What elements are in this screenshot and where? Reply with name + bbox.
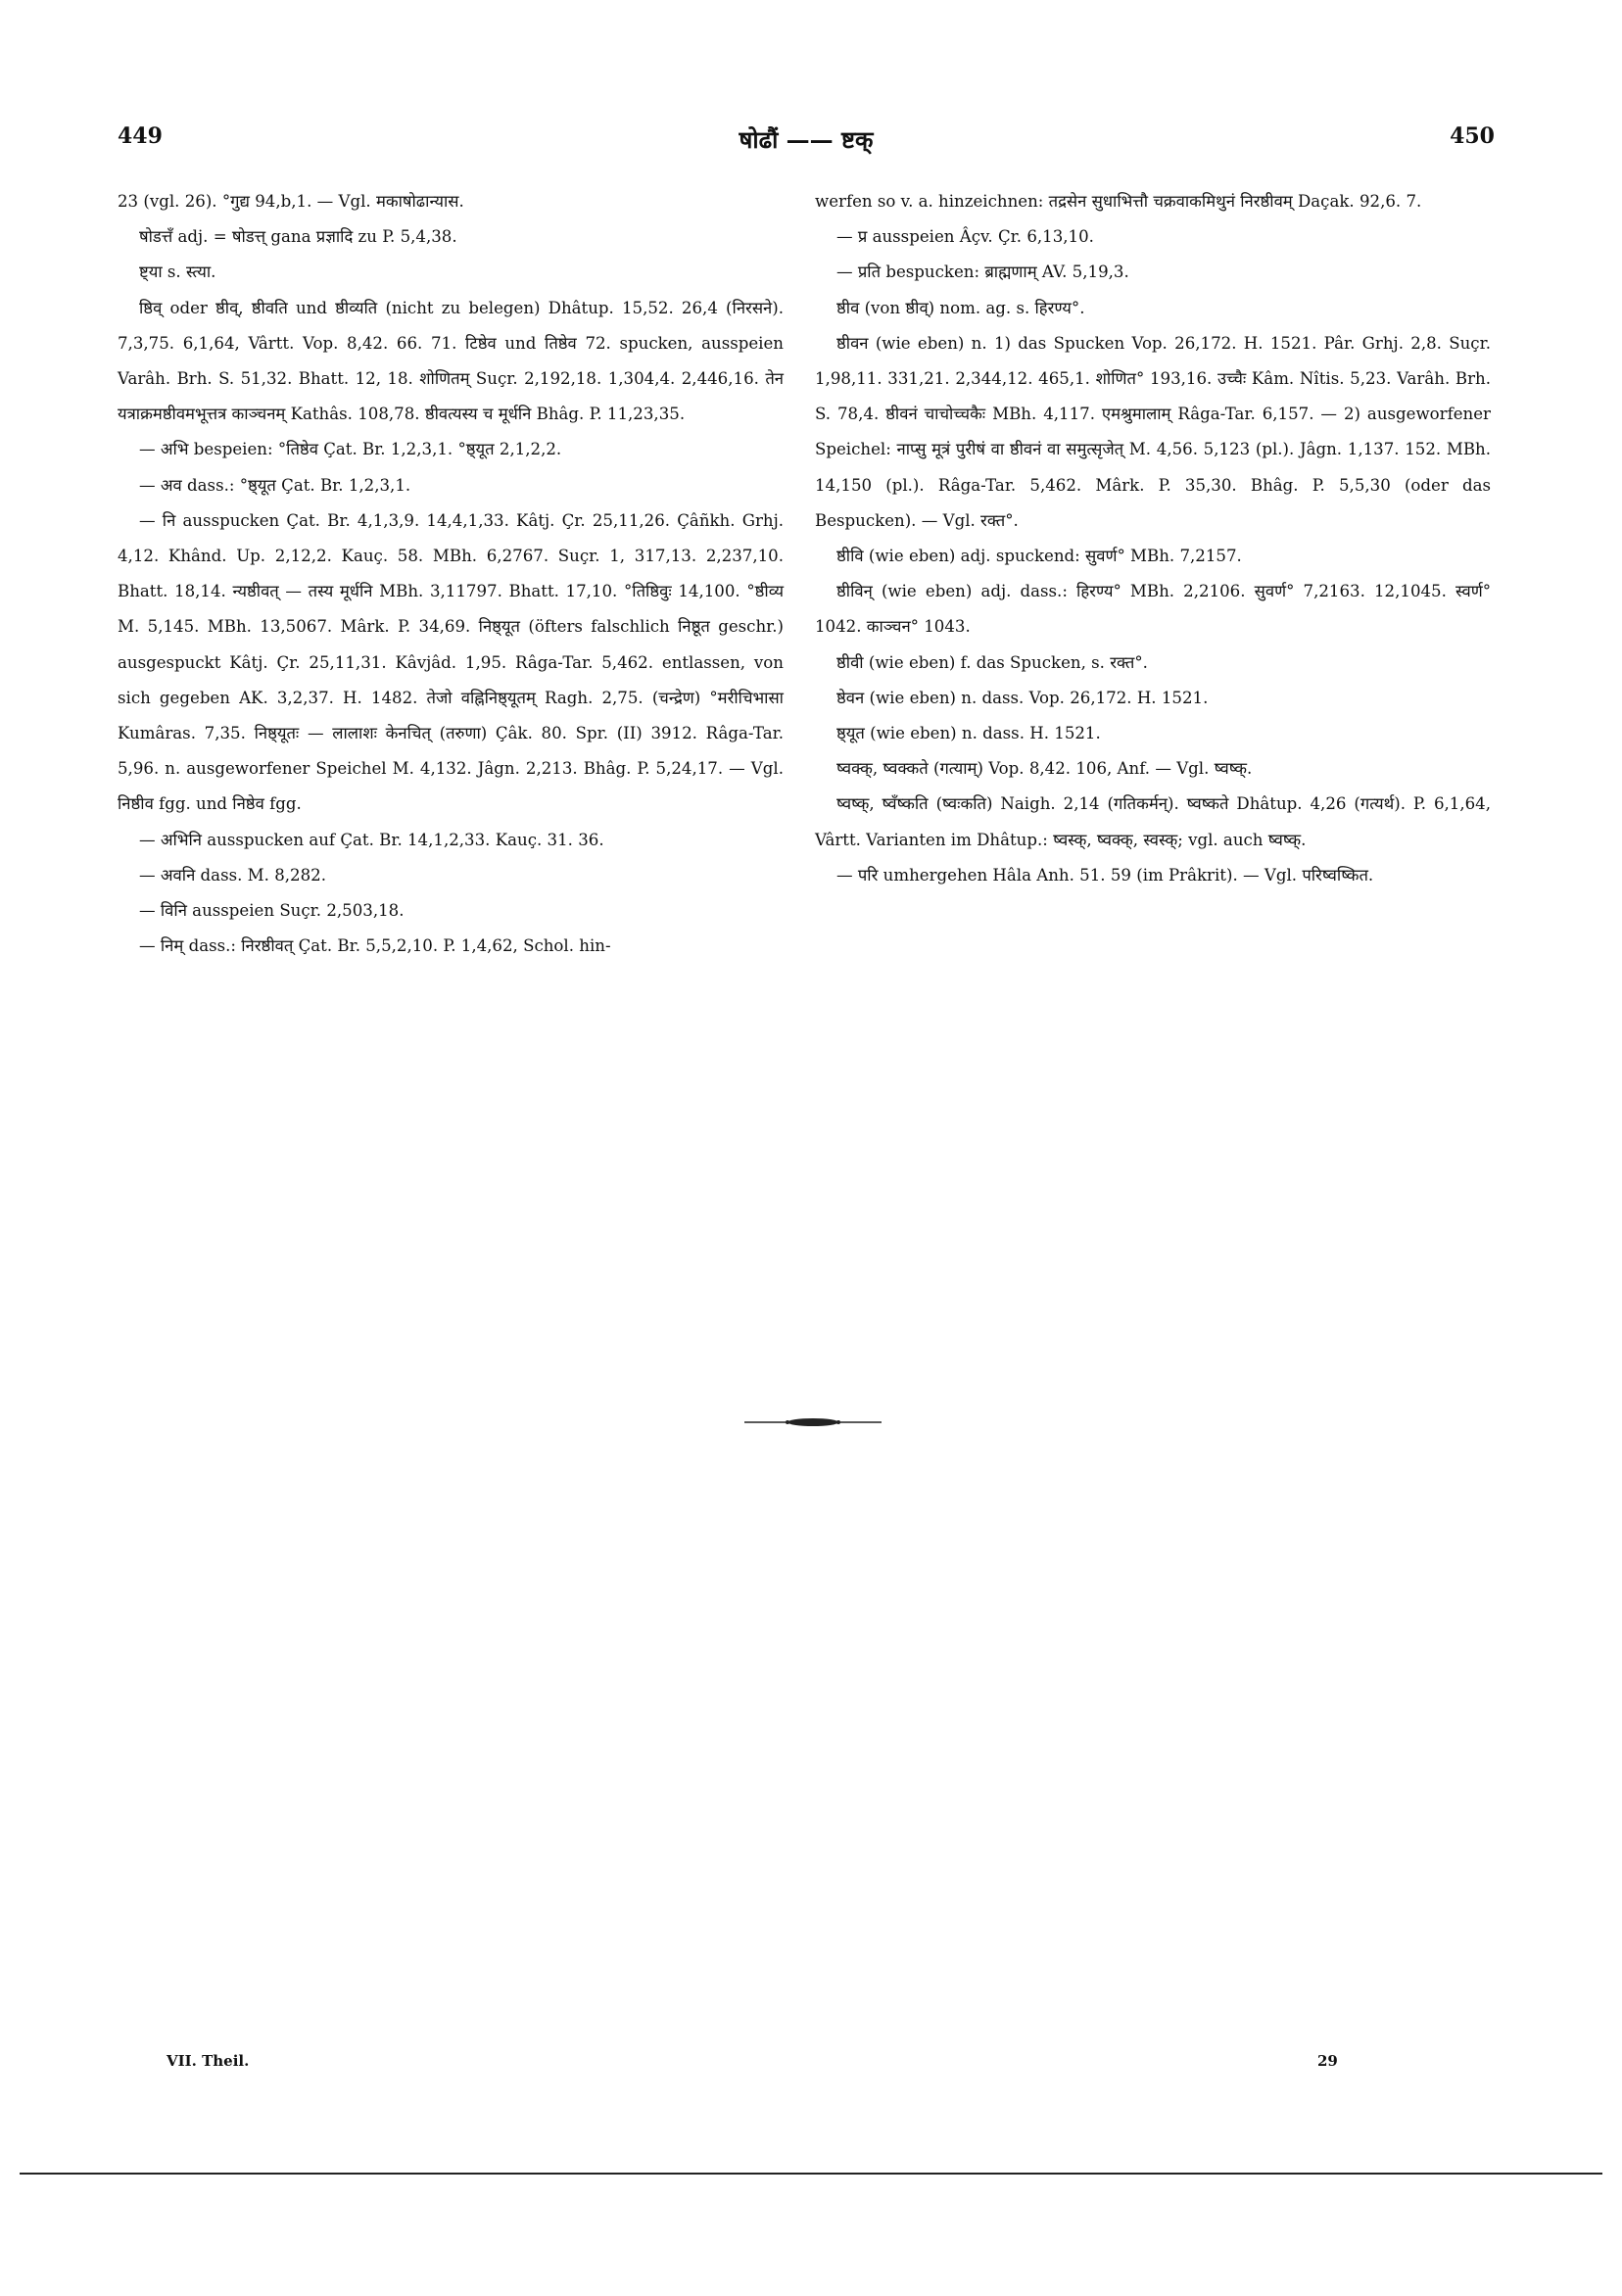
entry-paragraph: — अभि bespeien: °तिष्ठेव Çat. Br. 1,2,3,1. °ष्ठ्यूत 2,1,2,2. bbox=[139, 440, 562, 459]
bottom-rule bbox=[20, 2173, 1602, 2175]
running-head: षोढौं —— ष्टक् bbox=[739, 125, 874, 154]
entry-paragraph: ष्ठीवन (wie eben) n. 1) das Spucken Vop. 26,172. H. 1521. Pâr. Grhj. 2,8. Suçr. 1,98,11. 331,21. 2,344,12. 465,1. शोणित° 193,16. उच्चैः Kâm. Nîtis. 5,23. Varâh. Brh. S. 78,4. ष्ठीवनं चाचोच्चकैः MBh. 4,117. एमश्रुमालाम् Râga-Tar. 6,157. — 2) ausgeworfener Speichel: नाप्सु मूत्रं पुरीषं वा ष्ठीवनं वा समुत्सृजेत् M. 4,56. 5,123 (pl.). Jâgn. 1,137. 152. MBh. 14,150 (pl.). Râga-Tar. 5,462. Mârk. P. 35,30. Bhâg. P. 5,5,30 (oder das Bespucken). — Vgl. रक्त°. bbox=[815, 333, 1491, 530]
entry-paragraph: 23 (vgl. 26). °गुद्य 94,b,1. — Vgl. मकाषोढान्यास. bbox=[118, 192, 464, 211]
entry-paragraph: ष्वष्क्, ष्वँष्कति (ष्वःकति) Naigh. 2,14 (गतिकर्मन्). ष्वष्कते Dhâtup. 4,26 (गत्यर्थ). P. 6,1,64, Vârtt. Varianten im Dhâtup.: ष्वस्क्, ष्वक्क्, स्वस्क्; vgl. auch ष्वष्क्. bbox=[815, 794, 1491, 849]
entry-paragraph: ष्ठीवी (wie eben) f. das Spucken, s. रक्त°. bbox=[836, 652, 1148, 672]
entry-paragraph: षोडत्तँ adj. = षोडत्त् gana प्रज्ञादि zu P. 5,4,38. bbox=[139, 227, 457, 247]
entry-paragraph: — विनि ausspeien Suçr. 2,503,18. bbox=[139, 901, 405, 921]
entry-paragraph: ष्ठेवन (wie eben) n. dass. Vop. 26,172. H. 1521. bbox=[836, 688, 1209, 707]
signature-number: 29 bbox=[1317, 2052, 1338, 2070]
entry-paragraph: ष्ट्या s. स्त्या. bbox=[139, 263, 216, 282]
volume-label: VII. Theil. bbox=[167, 2052, 250, 2070]
entry-paragraph: — प्रति bespucken: ब्राह्मणाम् AV. 5,19,3. bbox=[836, 263, 1129, 282]
page-number-right: 450 bbox=[1450, 123, 1495, 149]
entry-paragraph: — निम् dass.: निरष्ठीवत् Çat. Br. 5,5,2,10. P. 1,4,62, Schol. hin- bbox=[139, 936, 611, 956]
entry-paragraph: werfen so v. a. hinzeichnen: तद्रसेन सुधाभित्तौ चक्रवाकमिथुनं निरष्ठीवम् Daçak. 92,6. 7. bbox=[815, 192, 1422, 211]
entry-paragraph: ष्ठीवि (wie eben) adj. spuckend: सुवर्ण° MBh. 7,2157. bbox=[836, 547, 1242, 566]
entry-paragraph: — परि umhergehen Hâla Anh. 51. 59 (im Prâkrit). — Vgl. परिष्वष्कित. bbox=[836, 865, 1374, 885]
right-column bbox=[815, 184, 1491, 893]
section-end-ornament bbox=[744, 1415, 882, 1429]
page-footer bbox=[0, 2052, 1622, 2076]
page-number-left: 449 bbox=[118, 123, 163, 149]
page-header bbox=[118, 123, 1495, 163]
entry-paragraph: ष्ठ्यूत (wie eben) n. dass. H. 1521. bbox=[836, 724, 1101, 743]
entry-paragraph: ष्ठीव (von ष्ठीव्) nom. ag. s. हिरण्य°. bbox=[836, 298, 1085, 317]
entry-paragraph: ष्वक्क्, ष्वक्कते (गत्याम्) Vop. 8,42. 106, Anf. — Vgl. ष्वष्क्. bbox=[836, 759, 1253, 779]
entry-paragraph: — अव dass.: °ष्ठ्यूत Çat. Br. 1,2,3,1. bbox=[139, 475, 411, 495]
left-column bbox=[118, 184, 784, 964]
entry-paragraph: — नि ausspucken Çat. Br. 4,1,3,9. 14,4,1,33. Kâtj. Çr. 25,11,26. Çâñkh. Grhj. 4,12. Khând. Up. 2,12,2. Kauç. 58. MBh. 6,2767. Suçr. 1, 317,13. 2,237,10. Bhatt. 18,14. न्यष्ठीवत् — तस्य मूर्धनि MBh. 3,11797. Bhatt. 17,10. °तिष्ठिवुः 14,100. °ष्ठीव्य M. 5,145. MBh. 13,5067. Mârk. P. 34,69. निष्ठ्यूत (öfters falschlich निष्ठूत geschr.) ausgespuckt Kâtj. Çr. 25,11,31. Kâvjâd. 1,95. Râga-Tar. 5,462. entlassen, von sich gegeben AK. 3,2,37. H. 1482. तेजो वह्निनिष्ठ्यूतम् Ragh. 2,75. (चन्द्रेण) °मरीचिभासा Kumâras. 7,35. निष्ठ्यूतः — लालाशः केनचित् (तरुणा) Çâk. 80. Spr. (II) 3912. Râga-Tar. 5,96. n. ausgeworfener Speichel M. 4,132. Jâgn. 2,213. Bhâg. P. 5,24,17. — Vgl. निष्ठीव fgg. und निष्ठेव fgg. bbox=[118, 510, 784, 814]
entry-paragraph: — अभिनि ausspucken auf Çat. Br. 14,1,2,33. Kauç. 31. 36. bbox=[139, 830, 604, 849]
entry-paragraph: ष्ठीविन् (wie eben) adj. dass.: हिरण्य° MBh. 2,2106. सुवर्ण° 7,2163. 12,1045. स्वर्ण° 1042. काञ्चन° 1043. bbox=[815, 582, 1491, 637]
entry-paragraph: ष्ठिव् oder ष्ठीव्, ष्ठीवति und ष्ठीव्यति (nicht zu belegen) Dhâtup. 15,52. 26,4 (निरसने). 7,3,75. 6,1,64, Vârtt. Vop. 8,42. 66. 71. टिष्ठेव und तिष्ठेव 72. spucken, ausspeien Varâh. Brh. S. 51,32. Bhatt. 12, 18. शोणितम् Suçr. 2,192,18. 1,304,4. 2,446,16. तेन यत्राक्रमष्ठीवमभूत्तत्र काञ्चनम् Kathâs. 108,78. ष्ठीवत्यस्य च मूर्धनि Bhâg. P. 11,23,35. bbox=[118, 298, 784, 424]
entry-paragraph: — अवनि dass. M. 8,282. bbox=[139, 865, 326, 885]
entry-paragraph: — प्र ausspeien Âçv. Çr. 6,13,10. bbox=[836, 227, 1094, 247]
